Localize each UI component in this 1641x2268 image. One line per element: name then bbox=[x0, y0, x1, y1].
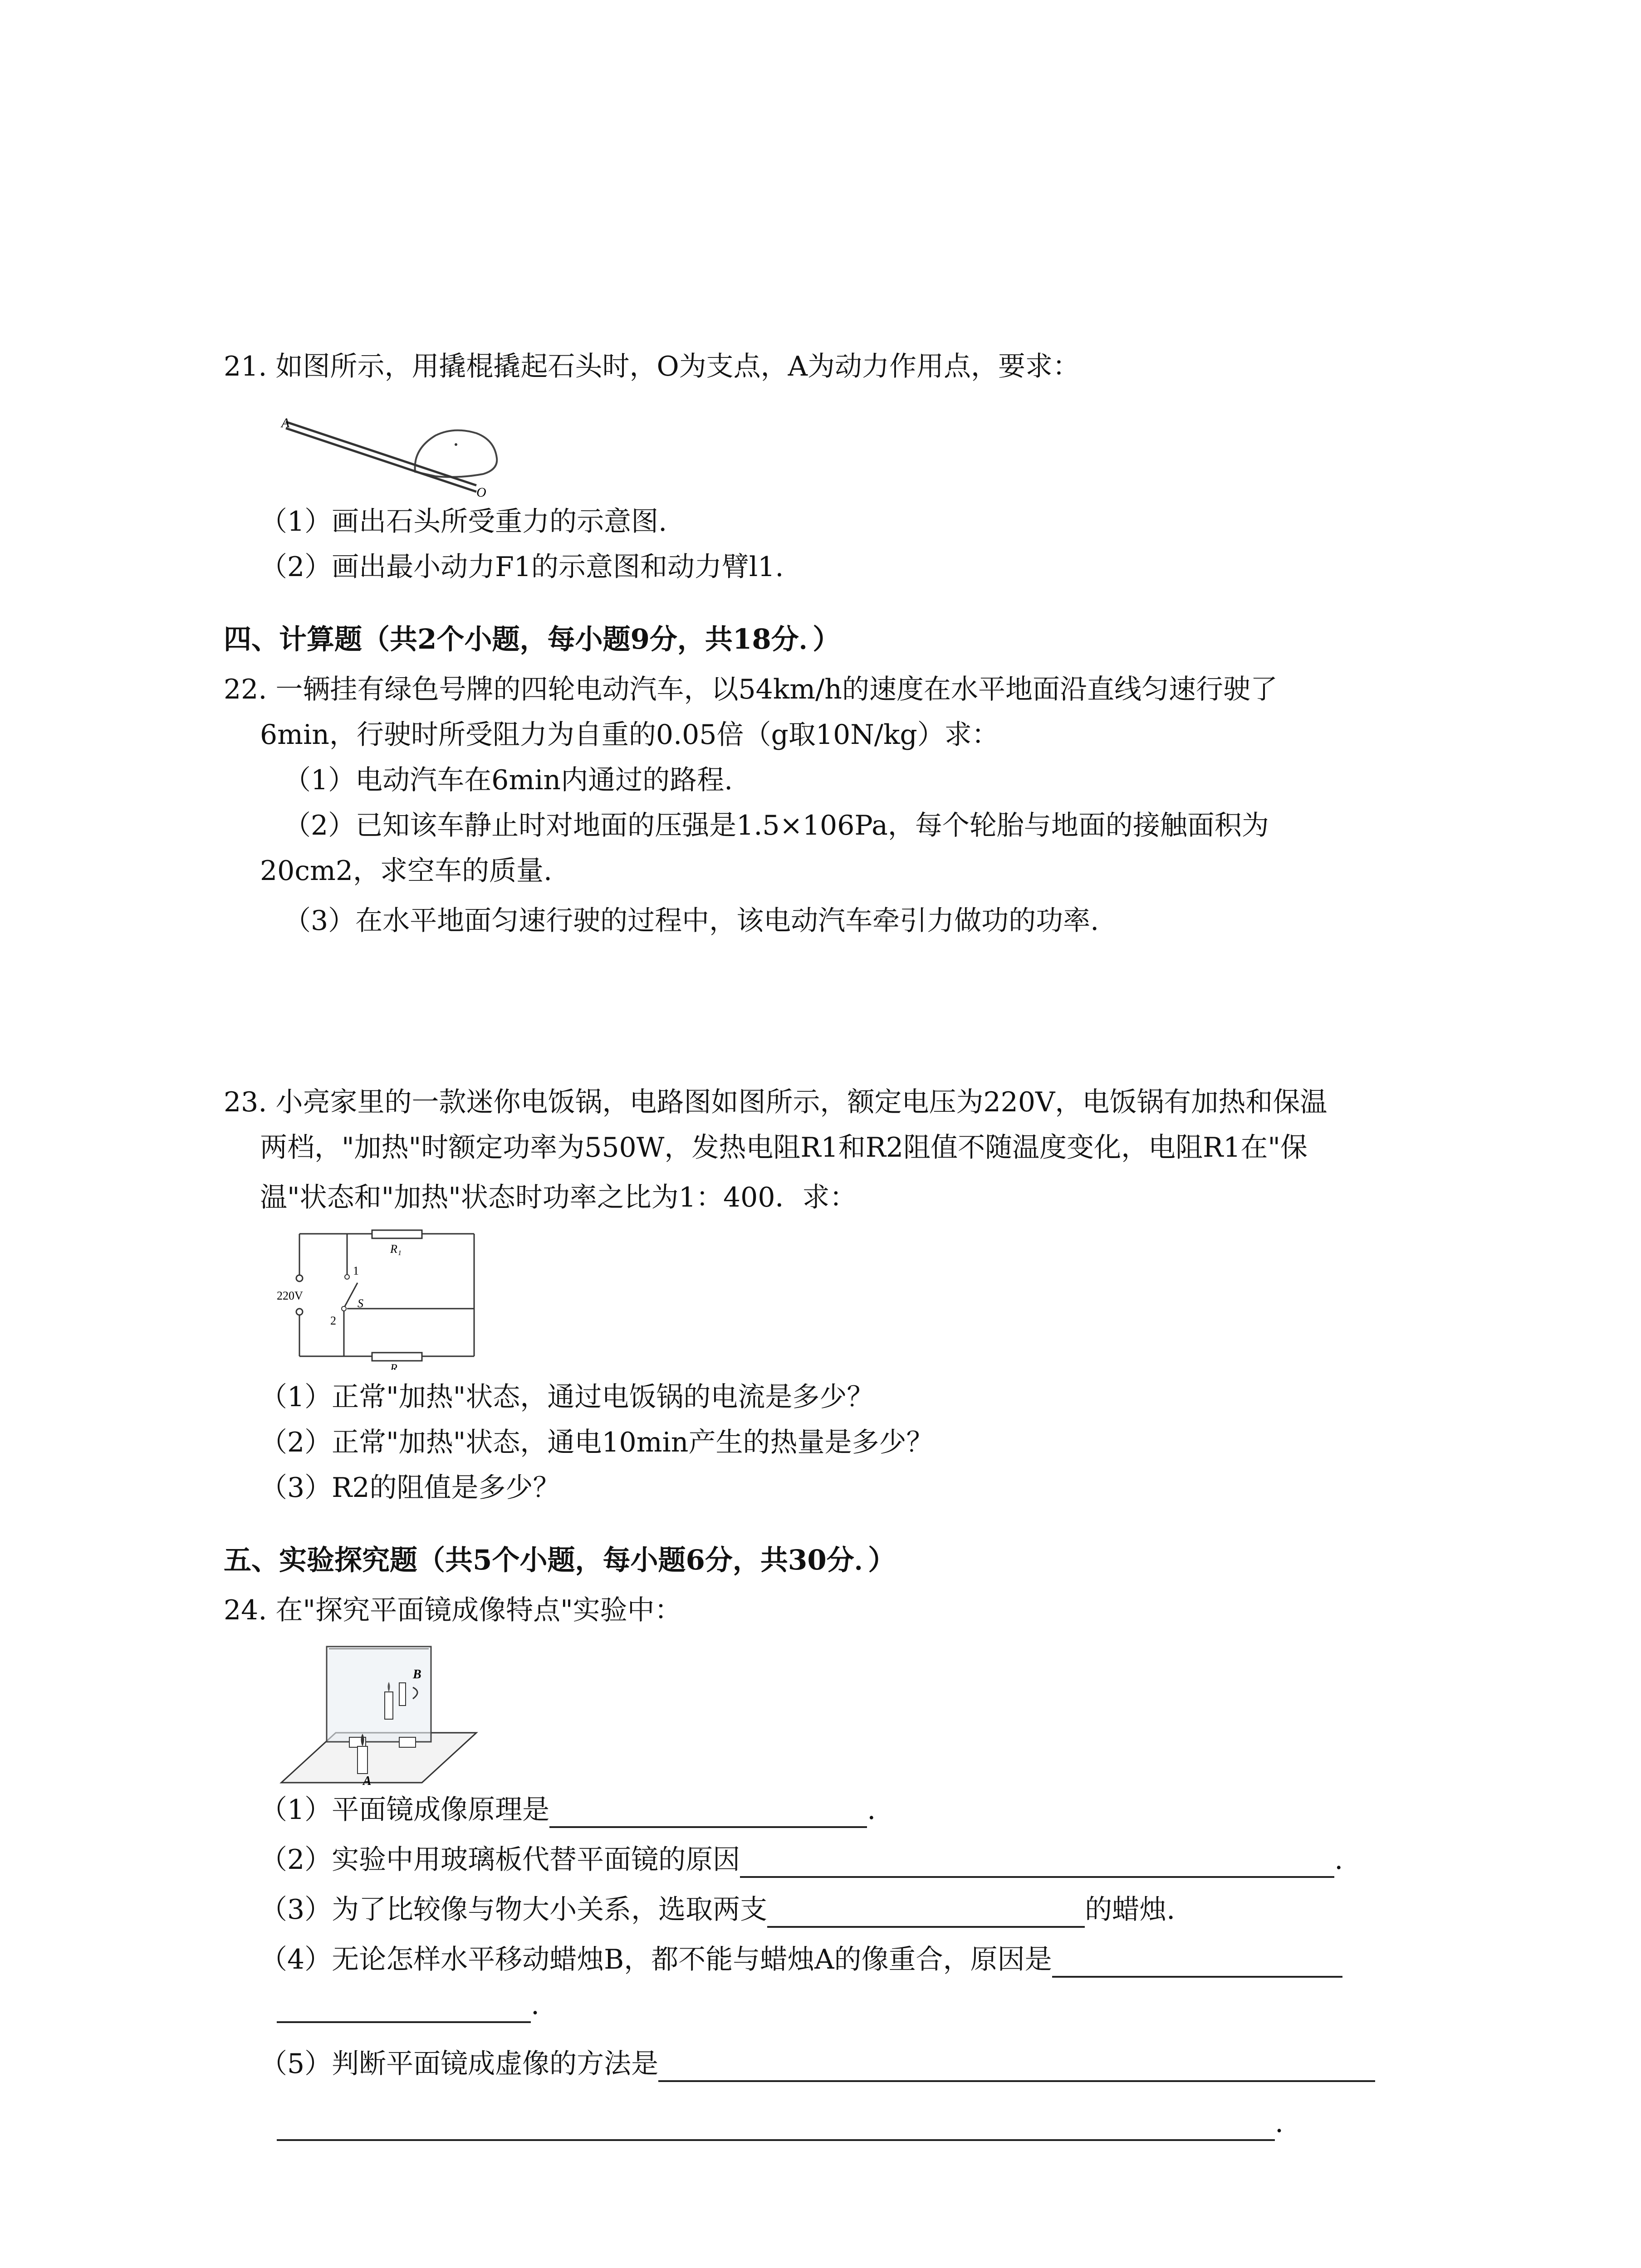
q23-item-3: （3）R2的阻值是多少？ bbox=[260, 1472, 560, 1504]
terminal-bottom bbox=[296, 1309, 303, 1315]
glass-plate bbox=[327, 1647, 431, 1742]
resistor-r2 bbox=[372, 1353, 422, 1361]
clip-right bbox=[399, 1737, 416, 1747]
q24-item-2-text: （2）实验中用玻璃板代替平面镜的原因 bbox=[260, 1844, 740, 1876]
q24-item-4-end: . bbox=[531, 1989, 540, 2021]
section-4-title: 四、计算题（共2个小题，每小题9分，共18分．） bbox=[224, 623, 841, 655]
q24-answer-blank-4b[interactable] bbox=[277, 1994, 531, 2023]
q24-item-2 bbox=[260, 1842, 1343, 1878]
switch-blade bbox=[345, 1283, 358, 1306]
q24-mirror-figure bbox=[277, 1637, 481, 1789]
q24-item-1-end: . bbox=[867, 1794, 876, 1826]
q24-answer-blank-4a[interactable] bbox=[1052, 1949, 1342, 1978]
q24-item-2-end: . bbox=[1334, 1844, 1343, 1876]
q24-item-5-text: （5）判断平面镜成虚像的方法是 bbox=[260, 2048, 659, 2080]
q23-item-1: （1）正常"加热"状态，通过电饭锅的电流是多少？ bbox=[260, 1381, 874, 1413]
q24-item-3 bbox=[260, 1892, 1175, 1928]
q23-circuit-figure bbox=[277, 1225, 490, 1372]
q23-line-1: 23. 小亮家里的一款迷你电饭锅，电路图如图所示，额定电压为220V，电饭锅有加热和保温 bbox=[224, 1086, 1327, 1118]
q22-line-2: 6min，行驶时所受阻力为自重的0.05倍（g取10N/kg）求： bbox=[260, 719, 999, 751]
switch-contact-1 bbox=[345, 1275, 349, 1279]
label-a: A bbox=[363, 1774, 372, 1787]
stone-center-dot bbox=[455, 443, 457, 446]
label-voltage: 220V bbox=[277, 1289, 303, 1302]
q23-item-2: （2）正常"加热"状态，通电10min产生的热量是多少？ bbox=[260, 1427, 934, 1458]
q24-item-4-text: （4）无论怎样水平移动蜡烛B，都不能与蜡烛A的像重合，原因是 bbox=[260, 1944, 1052, 1975]
label-pos-2: 2 bbox=[330, 1314, 336, 1327]
q23-line-3: 温"状态和"加热"状态时功率之比为1：400．求： bbox=[260, 1182, 857, 1213]
label-pos-1: 1 bbox=[353, 1264, 359, 1277]
label-r1: R₁ bbox=[390, 1242, 402, 1256]
q22-item-2a: （2）已知该车静止时对地面的压强是1.5×106Pa，每个轮胎与地面的接触面积为 bbox=[284, 810, 1269, 841]
label-o: O bbox=[476, 485, 486, 499]
terminal-top bbox=[296, 1275, 303, 1281]
q22-item-2b: 20cm2，求空车的质量. bbox=[260, 855, 553, 887]
q24-item-3-end: 的蜡烛. bbox=[1085, 1894, 1176, 1926]
candle-a bbox=[358, 1746, 367, 1774]
q24-item-5-end: . bbox=[1275, 2107, 1284, 2139]
q24-answer-blank-3[interactable] bbox=[767, 1899, 1085, 1928]
q21-item-2: （2）画出最小动力F1的示意图和动力臂l1. bbox=[260, 551, 784, 583]
q24-item-4-continued bbox=[277, 1987, 539, 2023]
label-a: A bbox=[281, 415, 290, 430]
q24-stem: 24. 在"探究平面镜成像特点"实验中： bbox=[224, 1594, 682, 1626]
q24-item-5 bbox=[260, 2046, 1375, 2082]
section-5-title: 五、实验探究题（共5个小题，每小题6分，共30分．） bbox=[224, 1544, 896, 1576]
q23-line-2: 两档，"加热"时额定功率为550W，发热电阻R1和R2阻值不随温度变化，电阻R1在"保 bbox=[260, 1132, 1308, 1163]
q22-line-1: 22. 一辆挂有绿色号牌的四轮电动汽车，以54km/h的速度在水平地面沿直线匀速行驶了 bbox=[224, 674, 1278, 705]
label-b: B bbox=[413, 1667, 421, 1681]
q24-item-4 bbox=[260, 1941, 1342, 1978]
q24-answer-blank-5a[interactable] bbox=[658, 2053, 1375, 2082]
candle-b bbox=[385, 1692, 393, 1719]
resistor-r1 bbox=[372, 1230, 422, 1238]
q24-answer-blank-1[interactable] bbox=[549, 1799, 867, 1828]
q24-item-3-text: （3）为了比较像与物大小关系，选取两支 bbox=[260, 1894, 768, 1926]
q24-item-1-text: （1）平面镜成像原理是 bbox=[260, 1794, 550, 1826]
label-switch: S bbox=[358, 1297, 363, 1310]
candle-image bbox=[399, 1683, 406, 1706]
q21-stem: 21. 如图所示，用撬棍撬起石头时，O为支点，A为动力作用点，要求： bbox=[224, 351, 1080, 382]
q24-answer-blank-2[interactable] bbox=[740, 1849, 1334, 1878]
q24-answer-blank-5b[interactable] bbox=[277, 2112, 1275, 2141]
q24-item-1 bbox=[260, 1792, 876, 1828]
switch-contact-2 bbox=[342, 1306, 346, 1311]
q24-item-5-continued bbox=[277, 2105, 1283, 2141]
q22-item-1: （1）电动汽车在6min内通过的路程. bbox=[284, 764, 733, 796]
label-r2: R₂ bbox=[390, 1362, 402, 1370]
q21-lever-figure bbox=[277, 395, 504, 501]
q22-item-3: （3）在水平地面匀速行驶的过程中，该电动汽车牵引力做功的功率. bbox=[284, 905, 1099, 937]
q21-item-1: （1）画出石头所受重力的示意图. bbox=[260, 506, 667, 538]
